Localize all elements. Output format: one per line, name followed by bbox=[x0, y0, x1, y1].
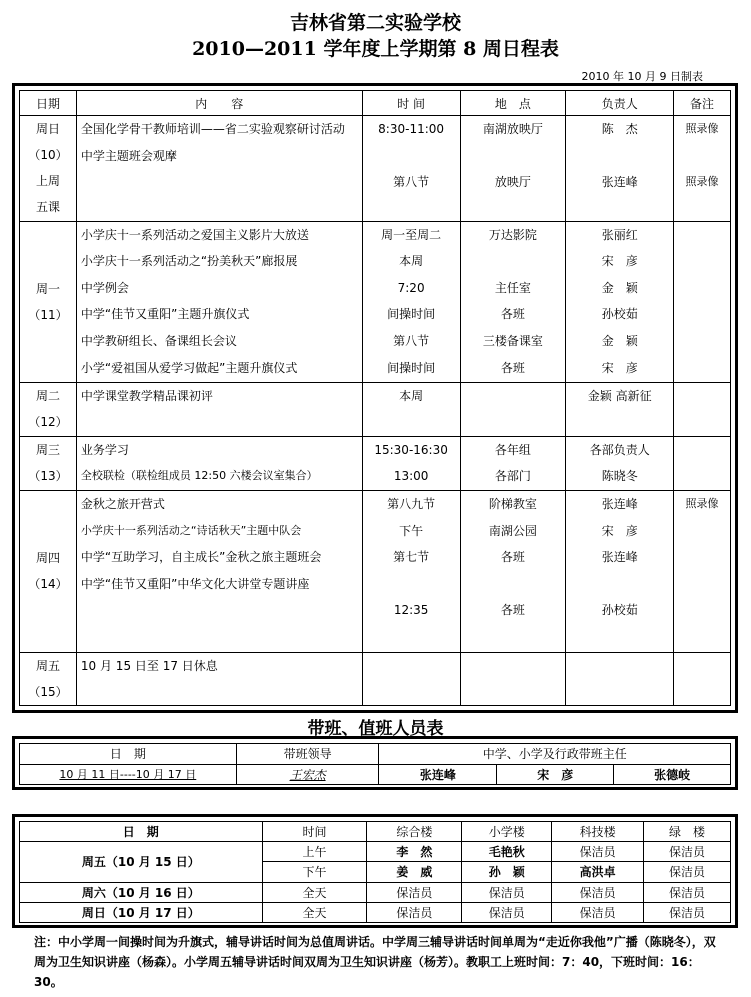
schedule-day-row bbox=[20, 116, 731, 222]
schedule-person-cell bbox=[566, 491, 674, 653]
schedule-content: 中学“互助学习，自主成长”金秋之旅主题班会 bbox=[80, 550, 322, 565]
schedule-place-cell bbox=[460, 491, 566, 653]
schedule-note: 照录像 bbox=[685, 497, 719, 511]
schedule-note bbox=[674, 597, 730, 650]
duty-date: 10 月 11 日----10 月 17 日 bbox=[20, 764, 237, 785]
schedule-day-label: 周四 bbox=[35, 551, 60, 566]
cleaning-time: 全天 bbox=[262, 882, 367, 902]
schedule-day-row bbox=[20, 436, 731, 491]
cleaning-cell: 孙 颖 bbox=[462, 862, 552, 882]
schedule-place bbox=[461, 248, 566, 275]
duty-teacher: 张德岐 bbox=[614, 764, 731, 785]
schedule-person: 孙校茹 bbox=[601, 603, 638, 618]
schedule-day bbox=[20, 221, 77, 383]
schedule-time: 间操时间 bbox=[387, 307, 436, 322]
duty-teacher: 宋 彦 bbox=[497, 764, 614, 785]
schedule-content: 中学例会 bbox=[80, 280, 129, 295]
schedule-place: 各班 bbox=[500, 550, 525, 565]
cleaning-header: 小学楼 bbox=[462, 822, 552, 842]
schedule-note-cell bbox=[674, 116, 731, 222]
cleaning-date: 周五（10 月 15 日） bbox=[20, 842, 263, 882]
cleaning-cell: 毛艳秋 bbox=[462, 842, 552, 862]
schedule-header: 时 间 bbox=[362, 91, 460, 116]
cleaning-frame bbox=[12, 814, 738, 928]
schedule-time-cell bbox=[362, 221, 460, 383]
schedule-place-cell bbox=[460, 221, 566, 383]
schedule-person-cell bbox=[566, 436, 674, 491]
schedule-content: 业务学习 bbox=[80, 442, 129, 457]
schedule-person-cell bbox=[566, 116, 674, 222]
schedule-place: 放映厅 bbox=[494, 175, 531, 190]
schedule-place: 各班 bbox=[500, 360, 525, 375]
schedule-note-cell bbox=[674, 436, 731, 491]
schedule-place: 各部门 bbox=[494, 469, 531, 484]
schedule-note bbox=[674, 222, 730, 249]
schedule-content: 小学“爱祖国从爱学习做起”主题升旗仪式 bbox=[80, 360, 298, 375]
cleaning-cell: 保洁员 bbox=[644, 882, 731, 902]
schedule-header: 地 点 bbox=[460, 91, 566, 116]
schedule-day-label: 周日 bbox=[35, 122, 60, 137]
schedule-note bbox=[674, 463, 730, 490]
schedule-day-label: 周五 bbox=[35, 658, 60, 673]
schedule-content-cell bbox=[76, 436, 362, 491]
schedule-note bbox=[674, 383, 730, 410]
schedule-place: 万达影院 bbox=[488, 227, 537, 242]
schedule-content: 10 月 15 日至 17 日休息 bbox=[80, 658, 218, 673]
cleaning-cell: 保洁员 bbox=[367, 882, 462, 902]
schedule-time: 本周 bbox=[399, 389, 424, 404]
schedule-time: 本周 bbox=[399, 254, 424, 269]
schedule-person: 宋 彦 bbox=[601, 523, 638, 538]
schedule-day-row bbox=[20, 221, 731, 383]
schedule-time: 15:30-16:30 bbox=[374, 442, 448, 457]
cleaning-table bbox=[19, 821, 731, 923]
schedule-note-cell bbox=[674, 652, 731, 705]
schedule-note bbox=[674, 437, 730, 464]
schedule-day bbox=[20, 652, 77, 705]
schedule-day-label: 周三 bbox=[35, 443, 60, 458]
cleaning-cell: 保洁员 bbox=[644, 862, 731, 882]
duty-frame bbox=[12, 736, 738, 790]
cleaning-cell: 姜 威 bbox=[367, 862, 462, 882]
schedule-place: 各班 bbox=[500, 603, 525, 618]
schedule-day-label: （15） bbox=[28, 684, 68, 699]
schedule-time: 周一至周二 bbox=[381, 227, 442, 242]
cleaning-header: 时间 bbox=[262, 822, 367, 842]
cleaning-cell: 李 然 bbox=[367, 842, 462, 862]
schedule-day-label: （10） bbox=[28, 148, 68, 163]
schedule-day bbox=[20, 383, 77, 436]
cleaning-date: 周六（10 月 16 日） bbox=[20, 882, 263, 902]
schedule-time-cell bbox=[362, 116, 460, 222]
schedule-person-cell bbox=[566, 652, 674, 705]
schedule-content: 中学主题班会观摩 bbox=[80, 148, 177, 163]
schedule-content: 小学庆十一系列活动之爱国主义影片大放送 bbox=[80, 227, 309, 242]
schedule-title: 2010—2011 学年度上学期第 8 周日程表 bbox=[192, 38, 559, 60]
schedule-note-cell bbox=[674, 221, 731, 383]
schedule-content-cell bbox=[76, 652, 362, 705]
footnote: 注：中小学周一间操时间为升旗式，辅导讲话时间为总值周讲话。中学周三辅导讲话时间单周为“走近你我他”广播（陈晓冬），双周为卫生知识讲座（杨森）。小学周五辅导讲话时间双周为卫生知识讲座（杨芳）。教职工上班时间：7：40，下班时间：16：30。 bbox=[34, 935, 716, 989]
cleaning-header: 日 期 bbox=[20, 822, 263, 842]
schedule-person-cell bbox=[566, 383, 674, 436]
made-date: 2010 年 10 月 9 日制表 bbox=[581, 70, 703, 83]
schedule-person: 陈 杰 bbox=[601, 122, 638, 136]
schedule-day-label: （12） bbox=[28, 415, 68, 430]
schedule-note: 照录像 bbox=[685, 175, 719, 189]
schedule-time: 13:00 bbox=[393, 469, 429, 484]
schedule-day-label: 周一 bbox=[35, 281, 60, 296]
schedule-content: 金秋之旅开营式 bbox=[80, 497, 165, 512]
schedule-content: 小学庆十一系列活动之“诗话秋天”主题中队会 bbox=[80, 523, 302, 537]
schedule-day-row bbox=[20, 652, 731, 705]
cleaning-header: 综合楼 bbox=[367, 822, 462, 842]
duty-header-leader: 带班领导 bbox=[236, 744, 379, 765]
cleaning-cell: 保洁员 bbox=[367, 902, 462, 922]
schedule-content: 全国化学骨干教师培训——省二实验观察研讨活动 bbox=[80, 122, 345, 136]
schedule-person: 金 颖 bbox=[601, 280, 638, 295]
cleaning-time: 下午 bbox=[262, 862, 367, 882]
schedule-content: 小学庆十一系列活动之“扮美秋天”廊报展 bbox=[80, 254, 298, 269]
schedule-day bbox=[20, 116, 77, 222]
schedule-time-cell bbox=[362, 491, 460, 653]
schedule-day-label: （11） bbox=[28, 307, 68, 322]
schedule-place: 主任室 bbox=[494, 280, 531, 295]
duty-teacher: 张连峰 bbox=[379, 764, 497, 785]
schedule-place bbox=[461, 653, 566, 680]
schedule-content-cell bbox=[76, 383, 362, 436]
cleaning-cell: 保洁员 bbox=[552, 842, 644, 862]
schedule-note bbox=[674, 301, 730, 328]
schedule-day-label: 五课 bbox=[35, 200, 60, 215]
schedule-time-cell bbox=[362, 383, 460, 436]
schedule-place bbox=[461, 383, 566, 410]
schedule-place-cell bbox=[460, 116, 566, 222]
schedule-time: 7:20 bbox=[397, 280, 425, 295]
schedule-day-label: 周二 bbox=[35, 389, 60, 404]
schedule-place: 各年组 bbox=[494, 442, 531, 457]
schedule-note-cell bbox=[674, 383, 731, 436]
schedule-person: 金颖 高新征 bbox=[587, 389, 652, 404]
schedule-person: 金 颖 bbox=[601, 334, 638, 349]
cleaning-cell: 保洁员 bbox=[462, 882, 552, 902]
cleaning-cell: 保洁员 bbox=[644, 902, 731, 922]
schedule-content-cell bbox=[76, 221, 362, 383]
schedule-note bbox=[674, 653, 730, 680]
cleaning-cell: 保洁员 bbox=[552, 902, 644, 922]
schedule-content: 中学课堂教学精品课初评 bbox=[80, 389, 213, 404]
schedule-person: 孙校茹 bbox=[601, 307, 638, 322]
schedule-day bbox=[20, 436, 77, 491]
school-title: 吉林省第二实验学校 bbox=[289, 12, 461, 34]
schedule-time: 8:30-11:00 bbox=[378, 122, 445, 136]
schedule-place: 各班 bbox=[500, 307, 525, 322]
schedule-place: 南湖放映厅 bbox=[482, 122, 543, 136]
schedule-table bbox=[19, 90, 731, 706]
schedule-person: 张连峰 bbox=[601, 497, 638, 512]
duty-table bbox=[19, 743, 731, 785]
cleaning-time: 上午 bbox=[262, 842, 367, 862]
schedule-note bbox=[674, 355, 730, 382]
cleaning-header: 科技楼 bbox=[552, 822, 644, 842]
cleaning-cell: 保洁员 bbox=[462, 902, 552, 922]
schedule-header: 备注 bbox=[674, 91, 731, 116]
schedule-place-cell bbox=[460, 652, 566, 705]
schedule-time: 第八九节 bbox=[387, 497, 436, 512]
schedule-header: 负责人 bbox=[566, 91, 674, 116]
schedule-place: 阶梯教室 bbox=[488, 497, 537, 512]
schedule-place: 三楼备课室 bbox=[482, 334, 543, 349]
schedule-content: 中学“佳节又重阳”中华文化大讲堂专题讲座 bbox=[80, 576, 310, 591]
schedule-content-cell bbox=[76, 491, 362, 653]
schedule-place: 南湖公园 bbox=[488, 523, 537, 538]
schedule-place-cell bbox=[460, 383, 566, 436]
duty-title: 带班、值班人员表 bbox=[307, 719, 444, 739]
schedule-content: 中学“佳节又重阳”主题升旗仪式 bbox=[80, 307, 250, 322]
schedule-person: 张连峰 bbox=[601, 550, 638, 565]
schedule-note bbox=[674, 544, 730, 597]
cleaning-time: 全天 bbox=[262, 902, 367, 922]
schedule-time: 第七节 bbox=[393, 550, 430, 565]
schedule-day-row bbox=[20, 383, 731, 436]
schedule-day-label: （13） bbox=[28, 469, 68, 484]
schedule-person bbox=[566, 653, 673, 680]
schedule-person: 张丽红 bbox=[601, 227, 638, 242]
schedule-time: 第八节 bbox=[393, 175, 430, 190]
schedule-time: 12:35 bbox=[393, 603, 429, 618]
schedule-day-label: （14） bbox=[28, 577, 68, 592]
schedule-frame bbox=[12, 83, 738, 713]
schedule-person: 宋 彦 bbox=[601, 360, 638, 375]
schedule-place-cell bbox=[460, 436, 566, 491]
schedule-time: 间操时间 bbox=[387, 360, 436, 375]
cleaning-cell: 保洁员 bbox=[644, 842, 731, 862]
schedule-time: 下午 bbox=[399, 523, 424, 538]
schedule-person: 各部负责人 bbox=[589, 442, 650, 457]
duty-header-teachers: 中学、小学及行政带班主任 bbox=[379, 744, 731, 765]
schedule-content-cell bbox=[76, 116, 362, 222]
schedule-content: 中学教研组长、备课组长会议 bbox=[80, 334, 237, 349]
duty-leader: 王宏杰 bbox=[236, 764, 379, 785]
schedule-day-row bbox=[20, 491, 731, 653]
schedule-time-cell bbox=[362, 436, 460, 491]
schedule-person: 陈晓冬 bbox=[601, 469, 638, 484]
schedule-note bbox=[674, 248, 730, 275]
schedule-note bbox=[674, 328, 730, 355]
schedule-header: 内 容 bbox=[76, 91, 362, 116]
schedule-note-cell bbox=[674, 491, 731, 653]
schedule-person: 张连峰 bbox=[601, 175, 638, 190]
schedule-note: 照录像 bbox=[685, 122, 719, 135]
schedule-day-label: 上周 bbox=[35, 174, 60, 189]
cleaning-cell: 高洪卓 bbox=[552, 862, 644, 882]
cleaning-header: 绿 楼 bbox=[644, 822, 731, 842]
cleaning-cell: 保洁员 bbox=[552, 882, 644, 902]
schedule-time bbox=[363, 653, 460, 680]
schedule-time: 第八节 bbox=[393, 334, 430, 349]
schedule-person: 宋 彦 bbox=[601, 254, 638, 269]
schedule-person-cell bbox=[566, 221, 674, 383]
schedule-note bbox=[674, 275, 730, 302]
duty-header-date: 日 期 bbox=[20, 744, 237, 765]
cleaning-date: 周日（10 月 17 日） bbox=[20, 902, 263, 922]
schedule-content: 全校联检（联检组成员 12:50 六楼会议室集合） bbox=[80, 469, 318, 483]
schedule-header: 日期 bbox=[20, 91, 77, 116]
schedule-note bbox=[674, 518, 730, 545]
schedule-day bbox=[20, 491, 77, 653]
schedule-time-cell bbox=[362, 652, 460, 705]
